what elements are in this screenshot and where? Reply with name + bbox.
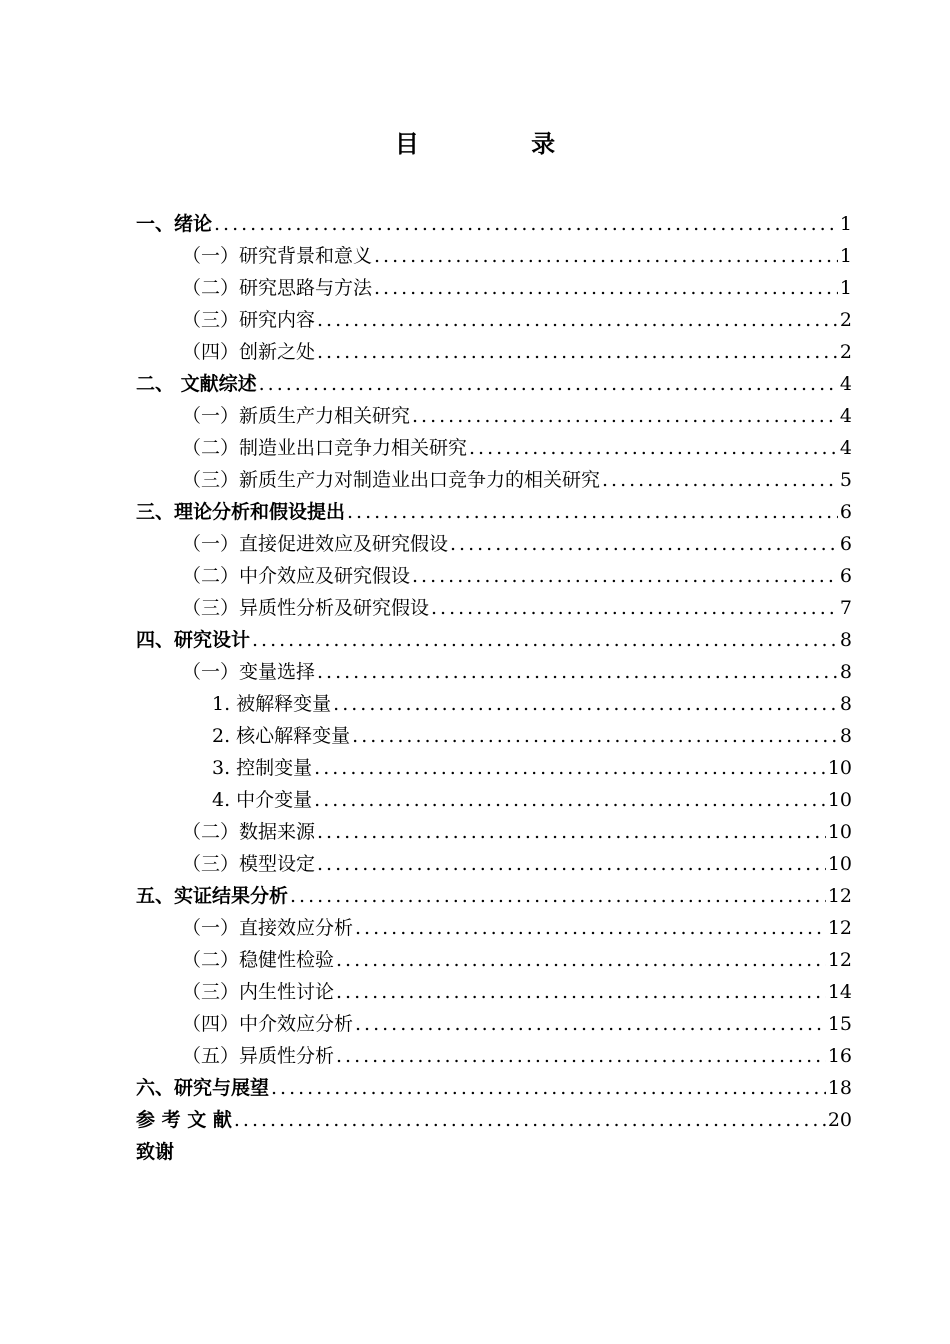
- dot-leader: [412, 560, 838, 592]
- toc-entry-label: 1. 被解释变量: [212, 693, 332, 715]
- toc-entry-label: 4. 中介变量: [212, 789, 313, 811]
- toc-entry[interactable]: [136, 880, 852, 912]
- toc-entry[interactable]: [136, 560, 852, 592]
- toc-entry[interactable]: [136, 528, 852, 560]
- toc-entry-label: 三、理论分析和假设提出: [136, 501, 346, 523]
- toc-entry-page: 16: [827, 1045, 852, 1067]
- toc-entry-page: 10: [827, 789, 852, 811]
- toc-entry-page: 4: [839, 437, 852, 459]
- toc-entry-label: （一）变量选择: [182, 661, 316, 683]
- dot-leader: [374, 240, 838, 272]
- toc-entry-label: 3. 控制变量: [212, 757, 313, 779]
- dot-leader: [336, 1040, 826, 1072]
- toc-entry[interactable]: [136, 976, 852, 1008]
- toc-entry[interactable]: [136, 624, 852, 656]
- dot-leader: [450, 528, 838, 560]
- toc-entry-label: 一、绪论: [136, 213, 213, 235]
- toc-entry[interactable]: [136, 752, 852, 784]
- toc-entry[interactable]: [136, 816, 852, 848]
- toc-entry-label: （三）异质性分析及研究假设: [182, 597, 430, 619]
- toc-entry-page: 8: [839, 661, 852, 683]
- toc-entry-label: （二）制造业出口竞争力相关研究: [182, 437, 468, 459]
- toc-entry-page: 2: [839, 309, 852, 331]
- toc-entry-page: 15: [827, 1013, 852, 1035]
- toc-entry-page: 12: [827, 917, 852, 939]
- toc-entry-label: （二）数据来源: [182, 821, 316, 843]
- toc-entry-label: （四）中介效应分析: [182, 1013, 354, 1035]
- dot-leader: [469, 432, 838, 464]
- toc-entry-page: 1: [839, 277, 852, 299]
- dot-leader: [431, 592, 838, 624]
- toc-entry[interactable]: [136, 656, 852, 688]
- toc-entry[interactable]: [136, 272, 852, 304]
- toc-entry-page: 20: [827, 1109, 852, 1131]
- dot-leader: [333, 688, 838, 720]
- toc-entry[interactable]: [136, 912, 852, 944]
- toc-entry-page: 4: [839, 405, 852, 427]
- dot-leader: [234, 1104, 826, 1136]
- toc-entry-label: （四）创新之处: [182, 341, 316, 363]
- dot-leader: [317, 304, 838, 336]
- toc-entry-page: 5: [839, 469, 852, 491]
- toc-entry[interactable]: [136, 688, 852, 720]
- toc-entry-label: （三）内生性讨论: [182, 981, 335, 1003]
- toc-entry-label: （三）新质生产力对制造业出口竞争力的相关研究: [182, 469, 601, 491]
- dot-leader: [317, 656, 838, 688]
- toc-entry[interactable]: [136, 720, 852, 752]
- toc-entry[interactable]: [136, 400, 852, 432]
- dot-leader: [355, 912, 826, 944]
- dot-leader: [352, 720, 838, 752]
- toc-entry-label: （二）研究思路与方法: [182, 277, 373, 299]
- toc-entry[interactable]: [136, 336, 852, 368]
- toc-entry[interactable]: [136, 240, 852, 272]
- toc-entry-page: 14: [827, 981, 852, 1003]
- toc-entry[interactable]: [136, 592, 852, 624]
- toc-entry-label: （二）稳健性检验: [182, 949, 335, 971]
- dot-leader: [314, 752, 826, 784]
- toc-entry[interactable]: [136, 944, 852, 976]
- toc-entry[interactable]: [136, 848, 852, 880]
- toc-entry-page: 10: [827, 757, 852, 779]
- dot-leader: [317, 336, 838, 368]
- toc-entry-page: 8: [839, 629, 852, 651]
- toc-entry-label: （二）中介效应及研究假设: [182, 565, 411, 587]
- toc-entry-label: 五、实证结果分析: [136, 885, 289, 907]
- dot-leader: [355, 1008, 826, 1040]
- toc-entry-page: 1: [839, 213, 852, 235]
- dot-leader: [259, 368, 838, 400]
- dot-leader: [317, 816, 826, 848]
- toc-entry[interactable]: [136, 1072, 852, 1104]
- dot-leader: [271, 1072, 826, 1104]
- dot-leader: [317, 848, 826, 880]
- toc-entry-label: （三）模型设定: [182, 853, 316, 875]
- dot-leader: [336, 976, 826, 1008]
- toc-entry-page: 8: [839, 725, 852, 747]
- toc-entry-page: 12: [827, 949, 852, 971]
- dot-leader: [252, 624, 838, 656]
- toc-entry[interactable]: [136, 1008, 852, 1040]
- toc-entry-label: （一）直接效应分析: [182, 917, 354, 939]
- dot-leader: [290, 880, 826, 912]
- toc-entry-label: 致谢: [136, 1141, 175, 1163]
- toc-entry-page: 18: [827, 1077, 852, 1099]
- toc-entry-label: 2. 核心解释变量: [212, 725, 351, 747]
- page-title: 目 录: [394, 130, 608, 158]
- toc-entry-page: 8: [839, 693, 852, 715]
- toc-entry[interactable]: [136, 208, 852, 240]
- toc-entry[interactable]: [136, 464, 852, 496]
- toc-entry-label: 二、 文献综述: [136, 373, 257, 395]
- dot-leader: [374, 272, 838, 304]
- toc-entry-label: （一）研究背景和意义: [182, 245, 373, 267]
- toc-entry[interactable]: [136, 1136, 852, 1168]
- toc-entry[interactable]: [136, 368, 852, 400]
- dot-leader: [314, 784, 826, 816]
- toc-entry-label: 四、研究设计: [136, 629, 251, 651]
- dot-leader: [336, 944, 826, 976]
- toc-entry-label: 参 考 文 献: [136, 1109, 232, 1131]
- toc-entry-page: 6: [839, 501, 852, 523]
- toc-entry-label: 六、研究与展望: [136, 1077, 270, 1099]
- toc-entry[interactable]: [136, 304, 852, 336]
- toc-entry-label: （一）直接促进效应及研究假设: [182, 533, 449, 555]
- dot-leader: [347, 496, 838, 528]
- toc-entry-page: 4: [839, 373, 852, 395]
- dot-leader: [412, 400, 838, 432]
- dot-leader: [214, 208, 838, 240]
- dot-leader: [602, 464, 838, 496]
- toc-entry[interactable]: [136, 496, 852, 528]
- toc-entry-page: 2: [839, 341, 852, 363]
- toc-entry[interactable]: [136, 1040, 852, 1072]
- toc-entry[interactable]: [136, 1104, 852, 1136]
- table-of-contents: [136, 208, 852, 1168]
- toc-entry-label: （一）新质生产力相关研究: [182, 405, 411, 427]
- toc-entry-label: （三）研究内容: [182, 309, 316, 331]
- toc-entry-page: 10: [827, 821, 852, 843]
- toc-entry-page: 10: [827, 853, 852, 875]
- toc-entry-page: 6: [839, 565, 852, 587]
- toc-entry-page: 7: [839, 597, 852, 619]
- toc-entry[interactable]: [136, 432, 852, 464]
- toc-entry[interactable]: [136, 784, 852, 816]
- toc-entry-page: 1: [839, 245, 852, 267]
- toc-entry-label: （五）异质性分析: [182, 1045, 335, 1067]
- toc-entry-page: 6: [839, 533, 852, 555]
- toc-entry-page: 12: [827, 885, 852, 907]
